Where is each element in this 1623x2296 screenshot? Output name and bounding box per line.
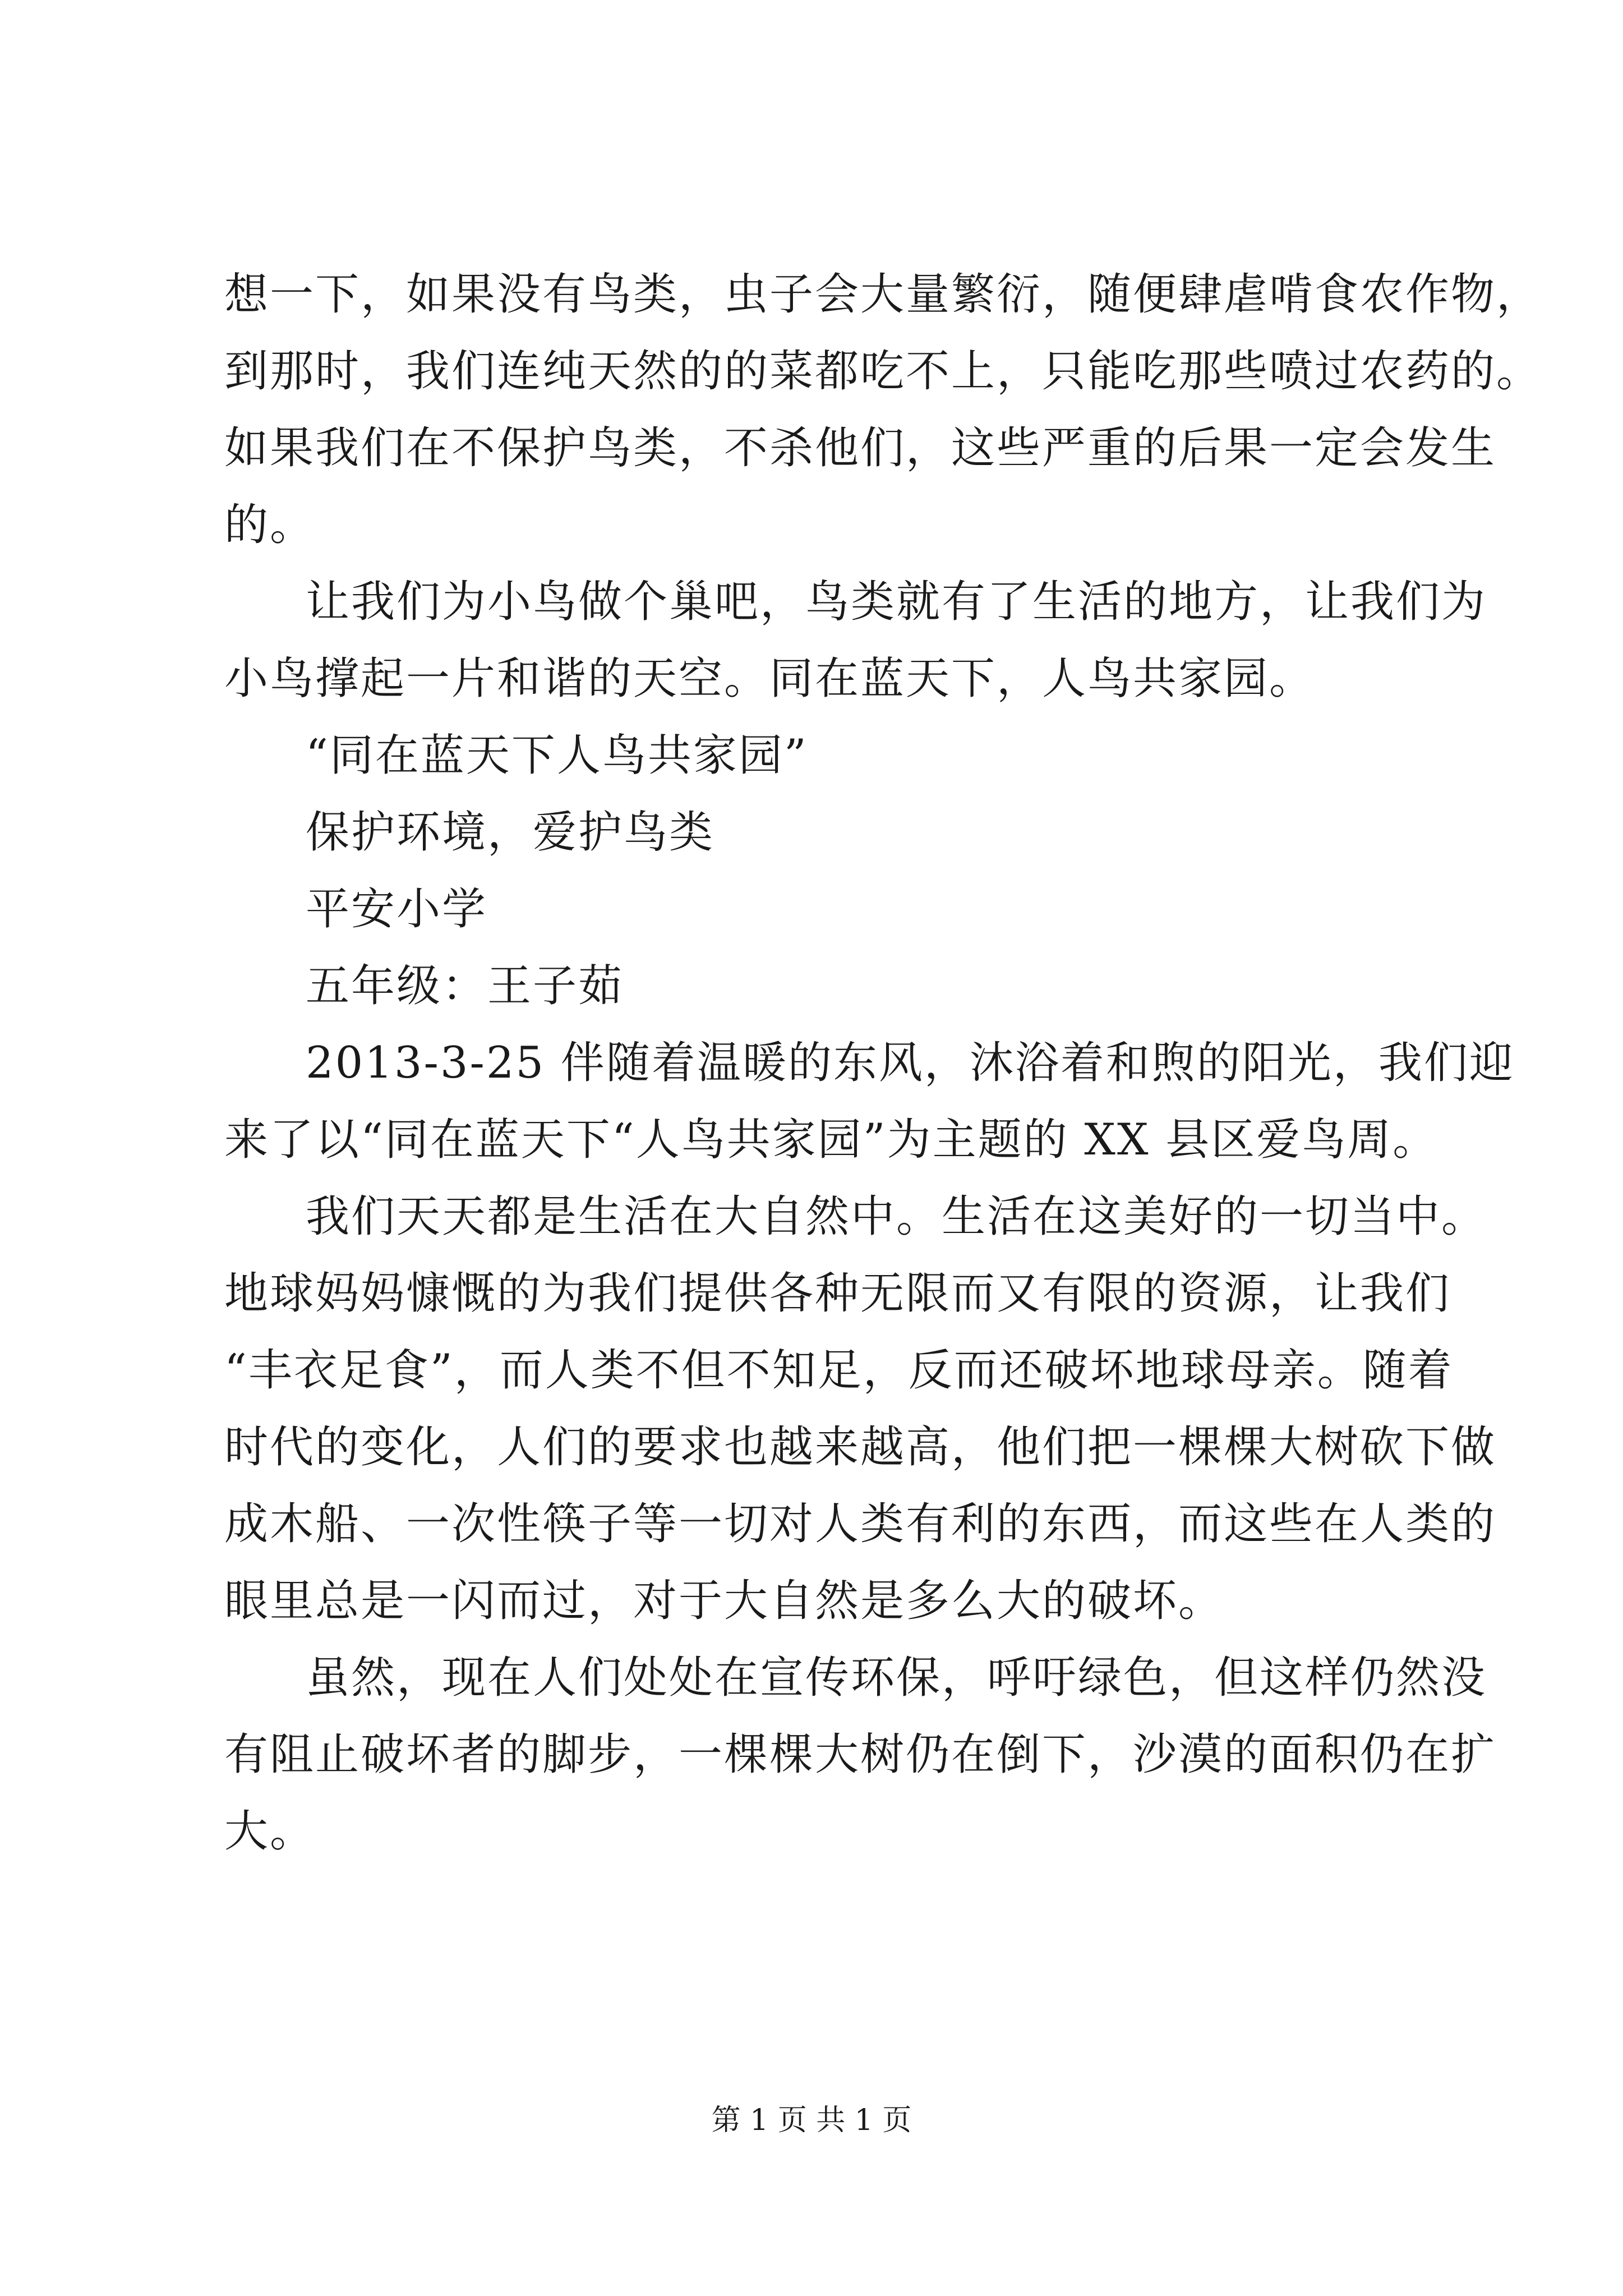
paragraph-1-line-2: 到那时，我们连纯天然的的菜都吃不上，只能吃那些喷过农药的。 (224, 346, 1542, 397)
paragraph-5-line-2: 有阻止破坏者的脚步，一棵棵大树仍在倒下，沙漠的面积仍在扩 (224, 1729, 1497, 1780)
paragraph-1-line-4: 的。 (224, 500, 316, 550)
paragraph-4-line-2: 地球妈妈慷慨的为我们提供各种无限而又有限的资源，让我们 (224, 1268, 1451, 1319)
subtitle: 保护环境，爱护鸟类 (306, 807, 715, 858)
author-line: 五年级：王子茹 (306, 961, 624, 1011)
page-footer: 第 1 页 共 1 页 (711, 2104, 912, 2137)
slogan-title: “同在蓝天下人鸟共家园” (306, 730, 808, 781)
paragraph-4-line-5: 成木船、一次性筷子等一切对人类有利的东西，而这些在人类的 (224, 1499, 1497, 1549)
paragraph-1-line-1: 想一下，如果没有鸟类，虫子会大量繁衍，随便肆虐啃食农作物， (224, 269, 1542, 320)
paragraph-4-line-4: 时代的变化，人们的要求也越来越高，他们把一棵棵大树砍下做 (224, 1422, 1497, 1473)
paragraph-2-line-1: 让我们为小鸟做个巢吧，鸟类就有了生活的地方，让我们为 (306, 577, 1487, 627)
paragraph-4-line-6: 眼里总是一闪而过，对于大自然是多么大的破坏。 (224, 1576, 1224, 1626)
school-name: 平安小学 (306, 884, 488, 935)
paragraph-2-line-2: 小鸟撑起一片和谐的天空。同在蓝天下，人鸟共家园。 (224, 654, 1315, 704)
paragraph-3-line-1: 2013-3-25 伴随着温暖的东风，沐浴着和煦的阳光，我们迎 (306, 1038, 1515, 1088)
paragraph-3-line-2: 来了以“同在蓝天下“人鸟共家园”为主题的 XX 县区爱鸟周。 (224, 1115, 1438, 1165)
paragraph-5-line-3: 大。 (224, 1806, 316, 1857)
paragraph-4-line-3: “丰衣足食”，而人类不但不知足，反而还破坏地球母亲。随着 (224, 1345, 1454, 1396)
paragraph-1-line-3: 如果我们在不保护鸟类，不杀他们，这些严重的后果一定会发生 (224, 423, 1497, 473)
paragraph-5-line-1: 虽然，现在人们处处在宣传环保，呼吁绿色，但这样仍然没 (306, 1653, 1487, 1703)
paragraph-4-line-1: 我们天天都是生活在大自然中。生活在这美好的一切当中。 (306, 1191, 1487, 1242)
